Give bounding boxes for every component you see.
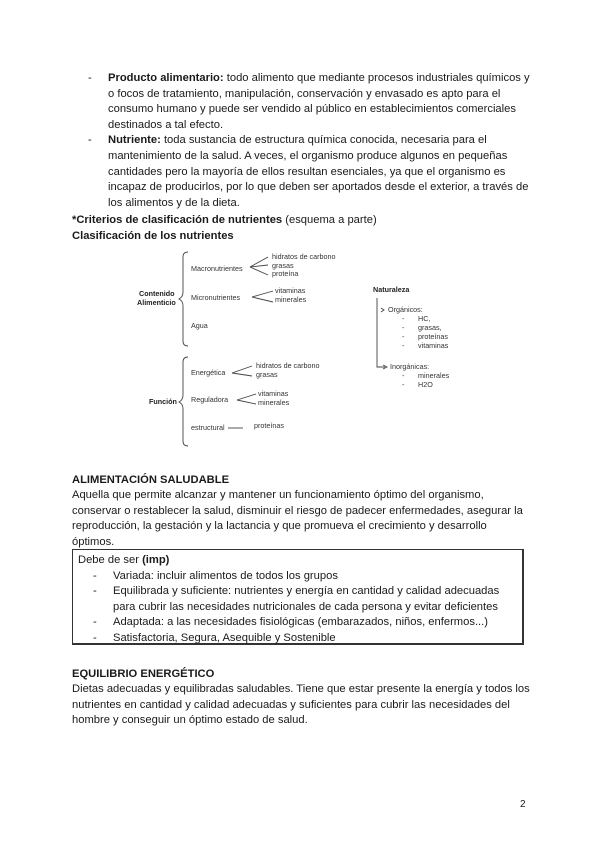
bullet-dash: - (402, 314, 405, 323)
box-intro (78, 553, 169, 569)
organicos-label: Orgánicos: (388, 305, 423, 314)
definition-text: toda sustancia de estructura química conocida, necesaria para el mantenimiento de la salud. A veces, el organismo produce algunos en pequeñas cantidades pero la mayoría de ellos resultan esenciales, ya que el organismo es incapaz de producirlos, por lo que deben ser aportados desde el exterior, a través de los alimentos y de la dieta. (108, 134, 529, 209)
definitions-list (88, 71, 533, 211)
organicos-item: HC, (418, 314, 431, 323)
box-intro-bold: (imp) (142, 554, 170, 566)
organicos-item: grasas, (418, 323, 442, 332)
bullet-dash: - (93, 585, 97, 598)
definition-producto-alimentario (88, 71, 533, 133)
bullet-dash: - (88, 134, 92, 147)
inorganicos-label: Inorgánicas: (390, 362, 430, 371)
requirement-item (93, 631, 518, 647)
definition-term: Producto alimentario: (108, 72, 224, 84)
alimentacion-title: ALIMENTACIÓN SALUDABLE (72, 474, 230, 486)
criterios-line (72, 213, 532, 229)
requirement-item (93, 569, 518, 585)
reguladora-item: vitaminas (258, 389, 289, 398)
definition-nutriente (88, 133, 533, 211)
estructural-label: estructural (191, 423, 225, 432)
page-number: 2 (520, 799, 526, 810)
criterios-bold: *Criterios de clasificación de nutrientes (72, 214, 283, 226)
clasificacion-title: Clasificación de los nutrientes (72, 230, 234, 242)
inorganicos-item: H2O (418, 380, 433, 389)
energetica-item: grasas (256, 370, 278, 379)
definition-text: todo alimento que mediante procesos industriales químicos y o focos de tratamiento, manipulación, conservación y envasado es apto para el consumo humano y puede ser vendido al público en establecimientos comerciales destinados a tal efecto. (108, 72, 530, 131)
bullet-dash: - (402, 371, 405, 380)
bullet-dash: - (93, 569, 97, 582)
requirement-item (93, 615, 518, 631)
box-intro-text: Debe de ser (78, 554, 143, 566)
requirement-item (93, 584, 518, 615)
reguladora-label: Reguladora (191, 395, 229, 404)
contenido-label-1: Contenido (139, 289, 175, 298)
requirement-text: Variada: incluir alimentos de todos los grupos (113, 569, 338, 582)
bullet-dash: - (93, 616, 97, 629)
micro-item: vitaminas (275, 286, 306, 295)
equilibrio-title: EQUILIBRIO ENERGÉTICO (72, 668, 215, 680)
bullet-dash: - (93, 631, 97, 644)
macronutrientes-label: Macronutrientes (191, 264, 243, 273)
alimentacion-body: Aquella que permite alcanzar y mantener un funcionamiento óptimo del organismo, conservar o restablecer la salud, disminuir el riesgo de padecer enfermedades, asegurar la reproducción, la gestación y la lactancia y que promueva el crecimiento y desarrollo óptimos. (72, 489, 523, 548)
bullet-dash: - (402, 380, 405, 389)
requirement-text: Satisfactoria, Segura, Asequible y Sostenible (113, 631, 336, 644)
energetica-item: hidratos de carbono (256, 361, 320, 370)
contenido-label-2: Alimenticio (137, 298, 176, 307)
organicos-item: proteínas (418, 332, 448, 341)
requirement-text: Equilibrada y suficiente: nutrientes y energía en cantidad y calidad adecuadas para cubrir las necesidades nutricionales de cada persona y evitar deficientes (113, 585, 500, 613)
micro-item: minerales (275, 295, 307, 304)
equilibrio-body: Dietas adecuadas y equilibradas saludables. Tiene que estar presente la energía y todos los nutrientes en cantidad y calidad adecuadas y suficientes para cubrir las necesidades del hombre y conseguir un óptimo estado de salud. (72, 683, 530, 727)
bullet-dash: - (402, 323, 405, 332)
micronutrientes-label: Micronutrientes (191, 293, 241, 302)
definition-term: Nutriente: (108, 134, 161, 147)
bullet-dash: - (402, 332, 405, 341)
energetica-label: Energética (191, 368, 226, 377)
criterios-note: (esquema a parte) (282, 214, 377, 226)
funcion-label: Función (149, 397, 177, 406)
naturaleza-label: Naturaleza (373, 285, 410, 294)
macro-item: hidratos de carbono (272, 252, 336, 261)
inorganicos-item: minerales (418, 371, 450, 380)
bullet-dash: - (88, 72, 92, 84)
bullet-dash: - (402, 341, 405, 350)
requirements-box (72, 549, 524, 645)
organicos-item: vitaminas (418, 341, 449, 350)
macro-item: proteína (272, 269, 299, 278)
macro-item: grasas (272, 261, 294, 270)
requirement-text: Adaptada: a las necesidades fisiológicas (embarazados, niños, enfermos...) (113, 616, 488, 629)
estructural-item: proteínas (254, 421, 284, 430)
diagram-lines (0, 245, 600, 450)
reguladora-item: minerales (258, 398, 290, 407)
requirements-list (93, 569, 518, 647)
agua-label: Agua (191, 321, 208, 330)
classification-diagram (0, 245, 600, 450)
